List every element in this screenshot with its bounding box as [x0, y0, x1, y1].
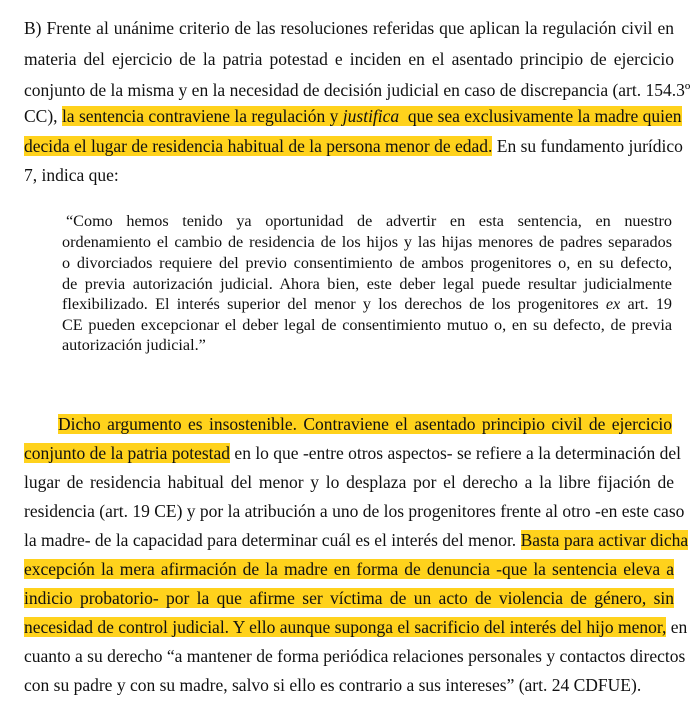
text-line: materia del ejercicio de la patria potestad e inciden en el asentado principio de ejercicio — [24, 49, 674, 69]
quote-line: ordenamiento el cambio de residencia de los hijos y las hijas menores de padres separados — [62, 233, 672, 251]
text-line: residencia (art. 19 CE) y por la atribución a uno de los progenitores frente al otro -en este caso — [24, 501, 685, 521]
text-line: con su padre y con su madre, salvo si ello es contrario a sus intereses” (art. 24 CDFUE). — [24, 675, 642, 695]
text-line — [24, 586, 674, 610]
highlighted-text: decida el lugar de residencia habitual de la persona menor de edad. — [24, 136, 493, 156]
text-line: lugar de residencia habitual del menor y lo desplaza por el derecho a la libre fijación de — [24, 472, 674, 492]
text-line: conjunto de la patria potestad en lo que -entre otros aspectos- se refiere a la determinación del — [24, 443, 681, 463]
highlighted-text: excepción la mera afirmación de la madre en forma de denuncia -que la sentencia eleva a — [24, 559, 674, 579]
text-segment: En su fundamento jurídico — [496, 136, 683, 156]
text-line: cuanto a su derecho “a mantener de forma periódica relaciones personales y contactos directos — [24, 646, 686, 666]
highlighted-text: Dicho argumento es insostenible. Contraviene el asentado principio civil de ejercicio — [58, 414, 672, 434]
quote-line: autorización judicial.” — [62, 336, 206, 354]
quote-line: de previa autorización judicial. Ahora bien, este deber legal puede resultar judicialmente — [62, 275, 672, 293]
text-line — [24, 134, 683, 158]
text-line: la madre- de la capacidad para determinar cuál es el interés del menor. Basta para activar dicha — [24, 530, 689, 550]
quote-line: CE pueden excepcionar el deber legal de consentimiento mutuo o, en su defecto, de previa — [62, 316, 672, 334]
text-line — [24, 557, 674, 581]
text-line: B) Frente al unánime criterio de las resoluciones referidas que aplican la regulación civil en — [24, 18, 674, 38]
highlighted-text: Basta para activar dicha — [520, 530, 689, 550]
text-line: conjunto de la misma y en la necesidad de decisión judicial en caso de discrepancia (art. 154.3º — [24, 80, 691, 100]
italic-word: justifica — [342, 106, 400, 126]
quote-line: flexibilizado. El interés superior del menor y los derechos de los progenitores ex art. 19 — [62, 295, 673, 313]
quote-line: o divorciados requiere del previo consentimiento de ambos progenitores o, en su defecto, — [62, 254, 672, 272]
highlighted-text: indicio probatorio- por la que afirme ser víctima de un acto de violencia de género, sin — [24, 588, 674, 608]
highlighted-text: la sentencia contraviene la regulación y justifica que sea exclusivamente la madre quien — [61, 106, 682, 126]
text-segment: CC), — [24, 106, 58, 126]
text-line — [58, 412, 672, 436]
italic-word: ex — [605, 295, 621, 313]
highlighted-text: conjunto de la patria potestad — [24, 443, 231, 463]
highlighted-text: necesidad de control judicial. Y ello aunque suponga el sacrificio del interés del hijo menor, — [24, 617, 667, 637]
text-line — [24, 104, 682, 128]
text-line: necesidad de control judicial. Y ello aunque suponga el sacrificio del interés del hijo menor, en — [24, 617, 688, 637]
text-line: 7, indica que: — [24, 165, 119, 185]
quote-line: “Como hemos tenido ya oportunidad de advertir en esta sentencia, en nuestro — [66, 212, 672, 230]
